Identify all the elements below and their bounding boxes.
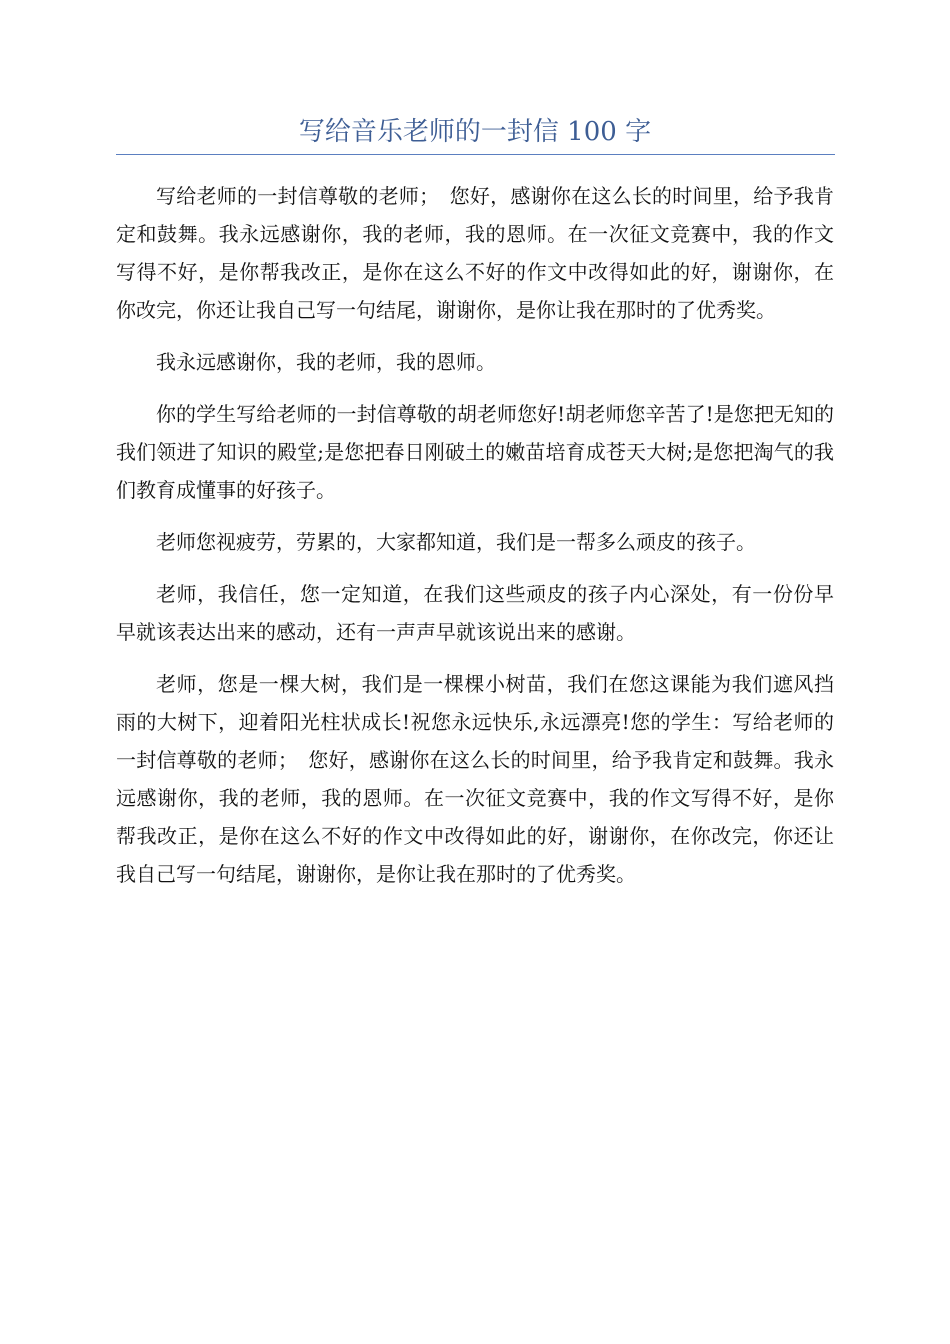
paragraph-6: 老师，您是一棵大树，我们是一棵棵小树苗，我们在您这课能为我们遮风挡雨的大树下，迎着阳光柱状成长!祝您永远快乐,永远漂亮!您的学生：写给老师的一封信尊敬的老师； 您好，感谢你在这么长的时间里，给予我肯定和鼓舞。我永远感谢你，我的老师，我的恩师。在一次征文竞赛中，我的作文写得不好，是你帮我改正，是你在这么不好的作文中改得如此的好，谢谢你，在你改完，你还让我自己写一句结尾，谢谢你，是你让我在那时的了优秀奖。 <box>116 672 834 886</box>
document-body <box>116 177 834 907</box>
title-underline <box>116 154 835 155</box>
paragraph-4: 老师您视疲劳，劳累的，大家都知道，我们是一帮多么顽皮的孩子。 <box>156 530 756 554</box>
document-title: 写给音乐老师的一封信 100 字 <box>298 117 652 147</box>
paragraph-2: 我永远感谢你，我的老师，我的恩师。 <box>156 350 496 374</box>
paragraph-3: 你的学生写给老师的一封信尊敬的胡老师您好!胡老师您辛苦了!是您把无知的我们领进了知识的殿堂;是您把春日刚破土的嫩苗培育成苍天大树;是您把淘气的我们教育成懂事的好孩子。 <box>116 402 834 502</box>
paragraph-1: 写给老师的一封信尊敬的老师； 您好，感谢你在这么长的时间里，给予我肯定和鼓舞。我永远感谢你，我的老师，我的恩师。在一次征文竞赛中，我的作文写得不好，是你帮我改正，是你在这么不好的作文中改得如此的好，谢谢你，在你改完，你还让我自己写一句结尾，谢谢你，是你让我在那时的了优秀奖。 <box>116 184 834 322</box>
paragraph-5: 老师，我信任，您一定知道，在我们这些顽皮的孩子内心深处，有一份份早早就该表达出来的感动，还有一声声早就该说出来的感谢。 <box>116 582 834 644</box>
